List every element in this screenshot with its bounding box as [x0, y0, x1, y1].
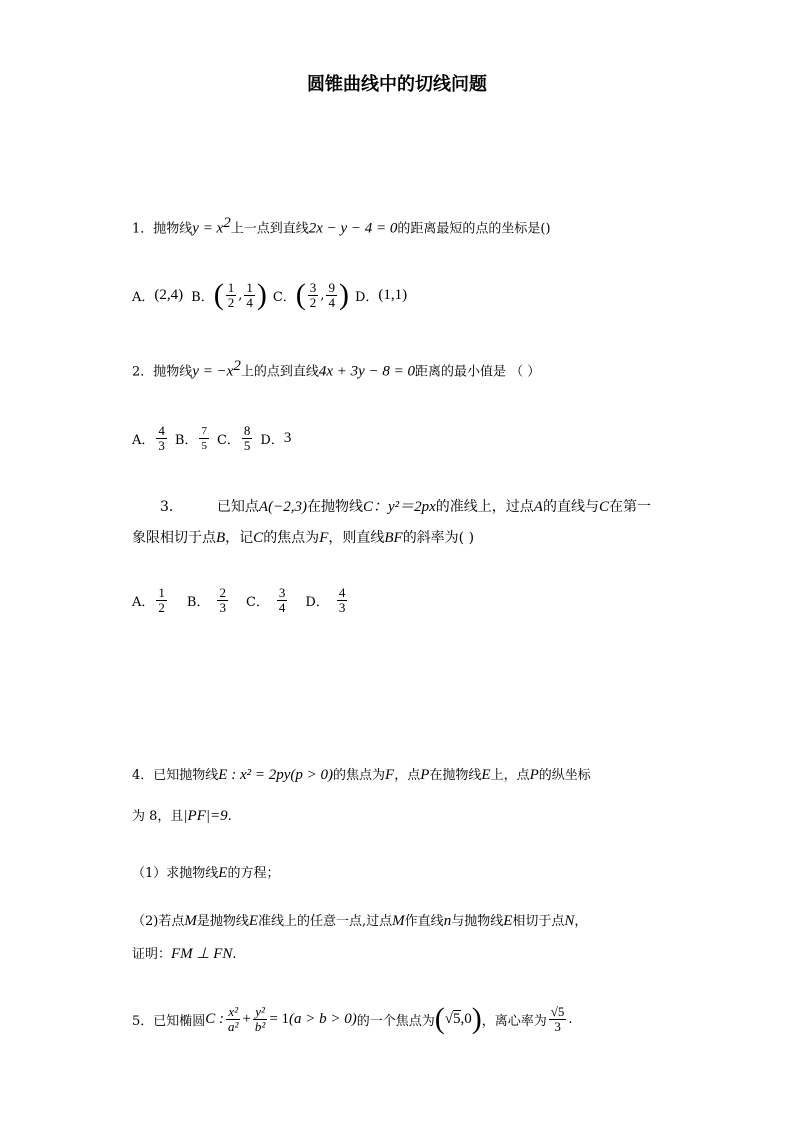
q1-option-a-label: A． — [132, 289, 155, 305]
fraction: $\frac{3}{2}$ — [309, 279, 317, 310]
question-3-line-2: 象限相切于点B，记C的焦点为F，则直线BF的斜率为( ) — [132, 530, 475, 546]
fraction: $\frac{1}{4}$ — [246, 279, 253, 310]
fraction: $\frac{1}{2}$ — [227, 279, 235, 310]
q2-option-b-label: B． — [174, 432, 198, 448]
q1-line: 2x − y − 4 = 0 — [308, 220, 398, 237]
fraction: $\frac{8}{5}$ — [243, 422, 251, 453]
q5-condition: (a > b > 0) — [289, 1010, 357, 1027]
q3-option-c-label: C． — [245, 594, 269, 610]
paren-right: ) — [256, 278, 267, 311]
q1-curve: y = x — [192, 220, 224, 237]
q2-option-a-label: A． — [132, 432, 155, 448]
q5-ellipse-name: C : — [205, 1010, 225, 1027]
q1-exponent: 2 — [223, 215, 231, 231]
q2-line: 4x + 3y − 8 = 0 — [318, 363, 416, 380]
fraction: $\frac{7}{5}$ — [201, 424, 207, 452]
page-title: 圆锥曲线中的切线问题 — [307, 74, 487, 95]
q4-pf: |PF|=9 — [183, 808, 228, 824]
paren-left: ( — [213, 278, 224, 311]
q2-curve: y = −x — [192, 363, 234, 380]
q1-option-c-label: C． — [272, 289, 296, 305]
q2-exponent: 2 — [233, 358, 241, 374]
q5-focus: √5,0 — [444, 1010, 472, 1027]
question-4-part-1: （1）求抛物线E的方程； — [132, 865, 280, 881]
question-3-options — [132, 580, 349, 620]
question-4-proof: 证明：FM ⊥ FN. — [132, 946, 237, 962]
question-1-options: A． (2,4) B． ( $\frac{1}{2}$ , $\frac{1}{4}$ ) C． ( $\frac{3}{2}$ , $\frac{9}{4}$ ) D． (1,1) — [132, 278, 408, 311]
fraction: $\frac{1}{2}$ — [158, 584, 165, 615]
fraction: $\frac{\text{y²}}{\text{b²}}$ — [254, 1003, 266, 1034]
fraction: $\frac{\text{x²}}{\text{a²}}$ — [228, 1003, 239, 1034]
q2-text: 距离的最小值是 （ ） — [415, 364, 541, 380]
q1-option-d: (1,1) — [378, 286, 408, 303]
q3-number: 3． — [160, 499, 183, 515]
question-4-stem: 4．已知抛物线E : x² = 2py(p > 0)的焦点为F，点P在抛物线E上，点P的纵坐标 — [132, 767, 591, 783]
q3-option-d-label: D． — [305, 594, 329, 610]
fraction: $\frac{4}{3}$ — [158, 422, 165, 453]
q2-option-d: 3 — [283, 429, 292, 446]
paren-right: ) — [471, 1002, 482, 1035]
paren-right: ) — [338, 278, 349, 311]
q1-option-a: (2,4) — [154, 286, 184, 303]
question-4-line-2: 为 8，且|PF|=9. — [132, 808, 232, 824]
q1-text: 的距离最短的点的坐标是() — [397, 221, 551, 237]
fraction: $\frac{√5}{3}$ — [550, 1003, 565, 1034]
q3-option-b-label: B． — [186, 594, 210, 610]
question-3-line-1: 3． 已知点A(−2,3)在抛物线C：y²＝2px的准线上，过点A的直线与C在第一 — [160, 499, 651, 515]
q4-curve: E : x² = 2py(p > 0) — [218, 767, 333, 783]
paren-left: ( — [295, 278, 306, 311]
q2-option-c-label: C． — [216, 432, 240, 448]
q3-curve: C：y²＝2px — [362, 499, 436, 515]
question-2-options — [132, 418, 291, 458]
q1-text: 上一点到直线 — [230, 221, 309, 237]
question-4-part-2: （2)若点M是抛物线E准线上的任意一点,过点M作直线n与抛物线E相切于点N， — [132, 913, 588, 929]
question-2-stem — [132, 358, 540, 380]
question-1-stem — [132, 215, 551, 237]
q3-option-a-label: A． — [132, 594, 155, 610]
q1-option-b-label: B． — [191, 289, 214, 305]
fraction: $\frac{3}{4}$ — [278, 584, 286, 615]
q1-text: 1．抛物线 — [132, 221, 193, 237]
q3-point: A(−2,3) — [258, 499, 307, 515]
q1-option-d-label: D． — [354, 289, 379, 305]
q2-text: 上的点到直线 — [240, 364, 319, 380]
fraction: $\frac{2}{3}$ — [219, 584, 226, 615]
paren-left: ( — [434, 1002, 445, 1035]
q2-text: 2．抛物线 — [132, 364, 193, 380]
q2-option-d-label: D． — [260, 432, 284, 448]
fraction: $\frac{9}{4}$ — [328, 279, 335, 310]
question-5-stem: 5．已知椭圆 C : $\frac{\text{x²}}{\text{a²}}$ + $\frac{\text{y²}}{\text{b²}}$ = 1 (a > b > 0) 的一个焦点为 ( √5,0 ) ，离心率为 $\frac{√5}{3}$ . — [132, 1002, 573, 1035]
fraction: $\frac{4}{3}$ — [338, 584, 346, 615]
q4-perpendicular: FM ⊥ FN — [171, 946, 233, 962]
